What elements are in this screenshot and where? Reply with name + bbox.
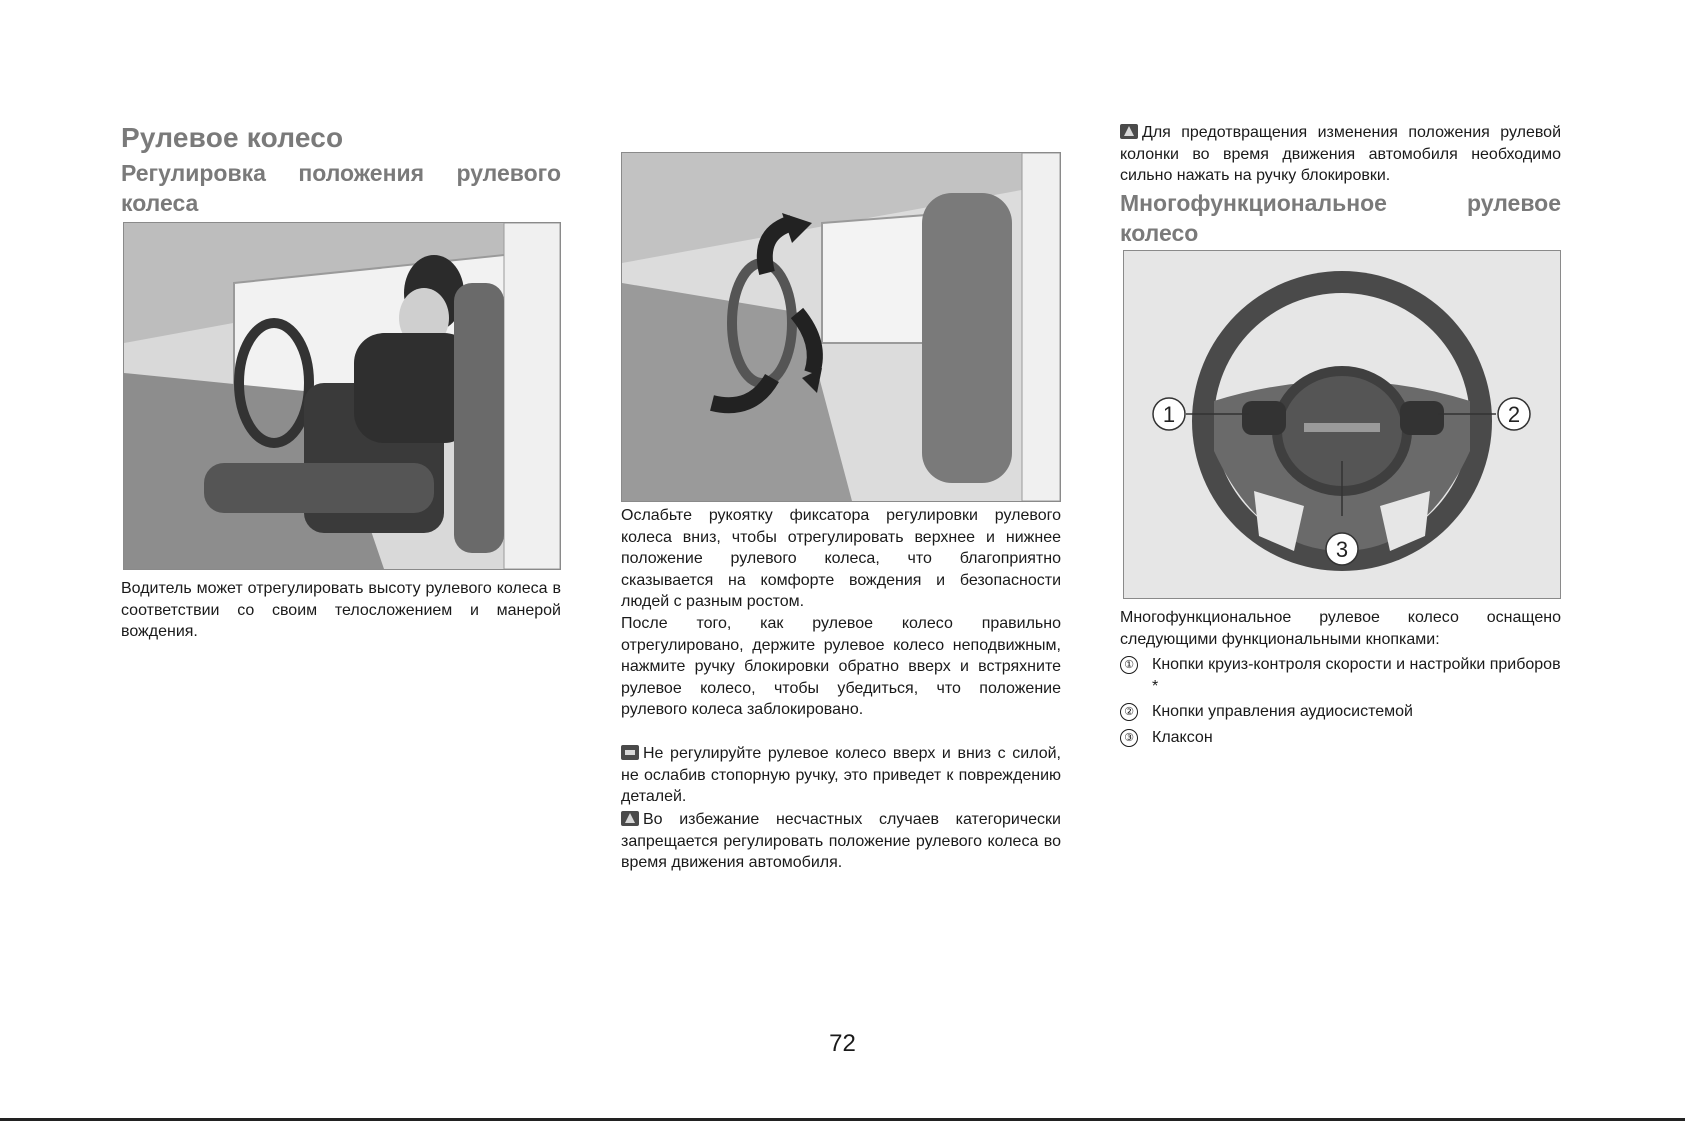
list-item: ③ Клаксон: [1120, 727, 1561, 749]
section-title: Рулевое колесо: [121, 122, 344, 153]
list-marker: ②: [1120, 703, 1138, 721]
driver-seated-illustration: [123, 222, 561, 570]
figure-label-3: 3: [1335, 537, 1349, 562]
warning-icon: [1120, 124, 1138, 139]
column-lock-warning: Для предотвращения изменения положения рулевой колонки во время движения автомобиля необходимо сильно нажать на ручку блокировки.: [1120, 124, 1561, 184]
list-marker: ③: [1120, 729, 1138, 747]
figure-label-1: 1: [1162, 402, 1176, 427]
warning-note: Во избежание несчастных случаев категорически запрещается регулировать положение рулевого колеса во время движения автомобиля.: [621, 811, 1061, 871]
figure-label-2: 2: [1507, 402, 1521, 427]
button-list: [1120, 654, 1561, 752]
loosen-instructions: Ослабьте рукоятку фиксатора регулировки рулевого колеса вниз, чтобы отрегулировать верхнее и нижнее положение рулевого колеса, что благоприятно сказывается на комфорте вождения и безопасности людей с разным ростом.: [621, 507, 1061, 610]
note-icon: [621, 745, 639, 760]
multifunction-steering-wheel-illustration: [1123, 250, 1561, 599]
subsection-title-multifunction: Многофункциональное рулевое колесо: [1120, 190, 1561, 246]
list-item: ① Кнопки круиз-контроля скорости и настройки приборов *: [1120, 654, 1561, 697]
multifunction-intro: Многофункциональное рулевое колесо оснащено следующими функциональными кнопками:: [1120, 609, 1561, 648]
lock-instructions: После того, как рулевое колесо правильно отрегулировано, держите рулевое колесо неподвижным, нажмите ручку блокировки обратно вверх и встряхните рулевое колесо, чтобы убедиться, что положение рулевого колеса заблокировано.: [621, 615, 1061, 718]
intro-paragraph: Водитель может отрегулировать высоту рулевого колеса в соответствии со своим телосложением и манерой вождения.: [121, 580, 561, 640]
caution-note: Не регулируйте рулевое колесо вверх и вниз с силой, не ослабив стопорную ручку, это приведет к повреждению деталей.: [621, 745, 1061, 805]
steering-adjustment-illustration: [621, 152, 1061, 502]
bottom-rule: [0, 1118, 1685, 1121]
list-marker: ①: [1120, 656, 1138, 674]
page-number: 72: [829, 1030, 856, 1057]
subsection-title-adjustment: Регулировка положения рулевого колеса: [121, 160, 561, 216]
warning-icon: [621, 811, 639, 826]
list-item: ② Кнопки управления аудиосистемой: [1120, 701, 1561, 723]
